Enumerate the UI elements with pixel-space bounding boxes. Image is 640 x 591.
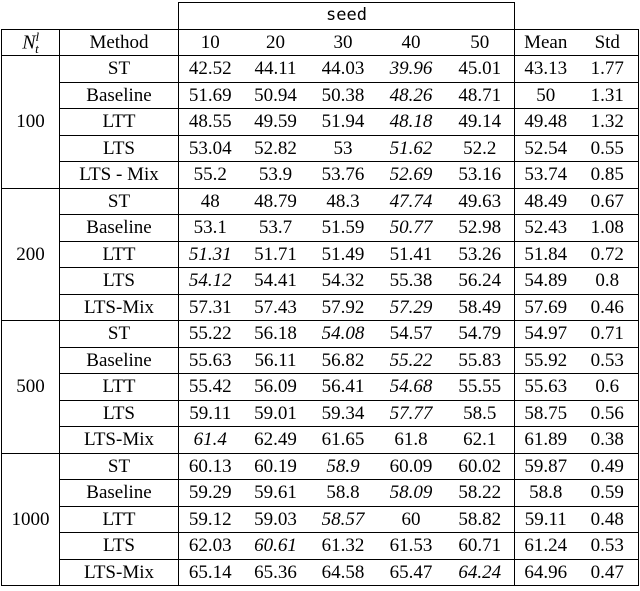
seed-value-cell: 61.53 (377, 533, 446, 560)
seed-value-cell: 57.92 (310, 294, 377, 321)
std-cell: 0.8 (577, 268, 639, 295)
seed-value-cell: 57.29 (377, 294, 446, 321)
table-row (2, 559, 639, 586)
seed-40-header: 40 (377, 29, 446, 56)
seed-value-cell: 58.9 (310, 453, 377, 480)
seed-value-cell: 51.94 (310, 109, 377, 136)
seed-value-cell: 42.52 (179, 56, 242, 83)
seed-value-cell: 55.22 (179, 321, 242, 348)
seed-value-cell: 62.03 (179, 533, 242, 560)
column-header-row (2, 29, 639, 56)
seed-20-header: 20 (242, 29, 310, 56)
seed-50-header: 50 (446, 29, 515, 56)
method-cell: LTT (60, 506, 179, 533)
seed-value-cell: 65.47 (377, 559, 446, 586)
mean-cell: 64.96 (515, 559, 577, 586)
seed-value-cell: 65.14 (179, 559, 242, 586)
mean-cell: 55.92 (515, 347, 577, 374)
method-cell: LTS-Mix (60, 294, 179, 321)
seed-value-cell: 58.82 (446, 506, 515, 533)
mean-cell: 58.8 (515, 480, 577, 507)
seed-value-cell: 55.63 (179, 347, 242, 374)
table-row (2, 427, 639, 454)
std-cell: 0.49 (577, 453, 639, 480)
seed-value-cell: 55.83 (446, 347, 515, 374)
nt-sup: l (35, 28, 40, 44)
seed-value-cell: 52.69 (377, 162, 446, 189)
table-row (2, 294, 639, 321)
seed-value-cell: 60.09 (377, 453, 446, 480)
seed-value-cell: 54.57 (377, 321, 446, 348)
std-cell: 0.71 (577, 321, 639, 348)
seed-value-cell: 61.32 (310, 533, 377, 560)
seed-value-cell: 59.03 (242, 506, 310, 533)
seed-value-cell: 61.65 (310, 427, 377, 454)
seed-value-cell: 39.96 (377, 56, 446, 83)
seed-value-cell: 51.41 (377, 241, 446, 268)
table-row (2, 506, 639, 533)
std-cell: 0.72 (577, 241, 639, 268)
seed-value-cell: 48.18 (377, 109, 446, 136)
std-cell: 0.67 (577, 188, 639, 215)
training-size-cell: 100 (2, 56, 60, 189)
table-row (2, 453, 639, 480)
seed-value-cell: 57.31 (179, 294, 242, 321)
seed-value-cell: 48 (179, 188, 242, 215)
seed-value-cell: 59.11 (179, 400, 242, 427)
method-cell: ST (60, 453, 179, 480)
seed-value-cell: 60.71 (446, 533, 515, 560)
mean-cell: 50 (515, 82, 577, 109)
method-cell: Baseline (60, 215, 179, 242)
table-row (2, 215, 639, 242)
table-row (2, 533, 639, 560)
seed-30-header: 30 (310, 29, 377, 56)
seed-value-cell: 52.98 (446, 215, 515, 242)
method-cell: ST (60, 188, 179, 215)
mean-cell: 61.89 (515, 427, 577, 454)
seed-value-cell: 54.12 (179, 268, 242, 295)
seed-value-cell: 59.12 (179, 506, 242, 533)
seed-value-cell: 51.59 (310, 215, 377, 242)
seed-value-cell: 61.8 (377, 427, 446, 454)
table-row (2, 400, 639, 427)
seed-value-cell: 62.49 (242, 427, 310, 454)
method-cell: Baseline (60, 347, 179, 374)
std-cell: 0.38 (577, 427, 639, 454)
seed-value-cell: 51.49 (310, 241, 377, 268)
seed-value-cell: 56.18 (242, 321, 310, 348)
mean-cell: 49.48 (515, 109, 577, 136)
seed-value-cell: 53.26 (446, 241, 515, 268)
method-cell: LTS (60, 533, 179, 560)
std-cell: 0.48 (577, 506, 639, 533)
method-cell: Baseline (60, 480, 179, 507)
seed-value-cell: 56.24 (446, 268, 515, 295)
method-cell: LTS - Mix (60, 162, 179, 189)
mean-cell: 52.43 (515, 215, 577, 242)
seed-value-cell: 53.9 (242, 162, 310, 189)
std-cell: 0.6 (577, 374, 639, 401)
seed-value-cell: 54.08 (310, 321, 377, 348)
seed-value-cell: 48.26 (377, 82, 446, 109)
seed-value-cell: 56.82 (310, 347, 377, 374)
std-cell: 0.85 (577, 162, 639, 189)
mean-cell: 54.89 (515, 268, 577, 295)
seed-value-cell: 61.4 (179, 427, 242, 454)
seed-value-cell: 52.82 (242, 135, 310, 162)
seed-value-cell: 58.8 (310, 480, 377, 507)
seed-value-cell: 58.22 (446, 480, 515, 507)
mean-cell: 61.24 (515, 533, 577, 560)
seed-value-cell: 44.03 (310, 56, 377, 83)
std-header: Std (577, 29, 639, 56)
seed-value-cell: 50.38 (310, 82, 377, 109)
std-cell: 0.59 (577, 480, 639, 507)
seed-value-cell: 45.01 (446, 56, 515, 83)
seed-value-cell: 59.61 (242, 480, 310, 507)
method-cell: LTT (60, 109, 179, 136)
seed-value-cell: 50.77 (377, 215, 446, 242)
seed-value-cell: 51.62 (377, 135, 446, 162)
seed-value-cell: 62.1 (446, 427, 515, 454)
seed-value-cell: 60 (377, 506, 446, 533)
seed-value-cell: 58.57 (310, 506, 377, 533)
seed-value-cell: 54.79 (446, 321, 515, 348)
table-row (2, 480, 639, 507)
seed-header-row (2, 3, 639, 30)
seed-value-cell: 59.34 (310, 400, 377, 427)
mean-cell: 48.49 (515, 188, 577, 215)
mean-header: Mean (515, 29, 577, 56)
method-cell: ST (60, 56, 179, 83)
seed-value-cell: 48.55 (179, 109, 242, 136)
method-cell: LTS (60, 135, 179, 162)
std-cell: 0.46 (577, 294, 639, 321)
seed-value-cell: 53.76 (310, 162, 377, 189)
seed-value-cell: 53 (310, 135, 377, 162)
table-row (2, 374, 639, 401)
mean-cell: 57.69 (515, 294, 577, 321)
seed-value-cell: 53.7 (242, 215, 310, 242)
table-row (2, 162, 639, 189)
seed-value-cell: 55.2 (179, 162, 242, 189)
seed-value-cell: 50.94 (242, 82, 310, 109)
seed-value-cell: 51.31 (179, 241, 242, 268)
seed-value-cell: 60.61 (242, 533, 310, 560)
std-cell: 0.55 (577, 135, 639, 162)
table-row (2, 135, 639, 162)
seed-value-cell: 60.02 (446, 453, 515, 480)
mean-cell: 51.84 (515, 241, 577, 268)
seed-value-cell: 59.01 (242, 400, 310, 427)
seed-value-cell: 56.41 (310, 374, 377, 401)
method-cell: Baseline (60, 82, 179, 109)
seed-value-cell: 54.68 (377, 374, 446, 401)
mean-cell: 52.54 (515, 135, 577, 162)
std-cell: 1.32 (577, 109, 639, 136)
seed-value-cell: 53.16 (446, 162, 515, 189)
seed-value-cell: 56.11 (242, 347, 310, 374)
seed-value-cell: 55.22 (377, 347, 446, 374)
seed-value-cell: 54.41 (242, 268, 310, 295)
seed-value-cell: 49.63 (446, 188, 515, 215)
method-cell: ST (60, 321, 179, 348)
table-row (2, 82, 639, 109)
method-cell: LTT (60, 241, 179, 268)
seed-value-cell: 58.5 (446, 400, 515, 427)
seed-value-cell: 55.42 (179, 374, 242, 401)
table-row (2, 56, 639, 83)
seed-value-cell: 48.79 (242, 188, 310, 215)
std-cell: 0.47 (577, 559, 639, 586)
mean-cell: 59.87 (515, 453, 577, 480)
seed-value-cell: 58.09 (377, 480, 446, 507)
seed-value-cell: 64.58 (310, 559, 377, 586)
seed-value-cell: 55.38 (377, 268, 446, 295)
seed-value-cell: 48.71 (446, 82, 515, 109)
seed-value-cell: 47.74 (377, 188, 446, 215)
mean-cell: 55.63 (515, 374, 577, 401)
seed-value-cell: 57.77 (377, 400, 446, 427)
seed-value-cell: 60.19 (242, 453, 310, 480)
std-cell: 1.77 (577, 56, 639, 83)
mean-cell: 59.11 (515, 506, 577, 533)
table-row (2, 268, 639, 295)
method-header: Method (60, 29, 179, 56)
mean-cell: 53.74 (515, 162, 577, 189)
seed-value-cell: 58.49 (446, 294, 515, 321)
mean-cell: 43.13 (515, 56, 577, 83)
seed-value-cell: 51.71 (242, 241, 310, 268)
std-cell: 0.56 (577, 400, 639, 427)
seed-value-cell: 49.14 (446, 109, 515, 136)
seed-value-cell: 54.32 (310, 268, 377, 295)
seed-value-cell: 64.24 (446, 559, 515, 586)
nt-sub: t (35, 41, 39, 57)
std-cell: 0.53 (577, 533, 639, 560)
seed-header: seed (179, 3, 515, 30)
std-cell: 1.31 (577, 82, 639, 109)
seed-value-cell: 57.43 (242, 294, 310, 321)
method-cell: LTT (60, 374, 179, 401)
method-cell: LTS-Mix (60, 559, 179, 586)
table-row (2, 347, 639, 374)
nt-base: N (22, 31, 36, 54)
seed-value-cell: 49.59 (242, 109, 310, 136)
training-size-cell: 200 (2, 188, 60, 321)
seed-value-cell: 59.29 (179, 480, 242, 507)
seed-value-cell: 52.2 (446, 135, 515, 162)
table-row (2, 241, 639, 268)
mean-cell: 54.97 (515, 321, 577, 348)
method-cell: LTS (60, 268, 179, 295)
training-size-cell: 500 (2, 321, 60, 454)
nt-header (2, 29, 60, 56)
results-table (1, 2, 639, 586)
method-cell: LTS (60, 400, 179, 427)
method-cell: LTS-Mix (60, 427, 179, 454)
seed-value-cell: 44.11 (242, 56, 310, 83)
seed-value-cell: 51.69 (179, 82, 242, 109)
std-cell: 0.53 (577, 347, 639, 374)
seed-value-cell: 53.1 (179, 215, 242, 242)
std-cell: 1.08 (577, 215, 639, 242)
training-size-cell: 1000 (2, 453, 60, 586)
table-row (2, 321, 639, 348)
table-row (2, 188, 639, 215)
seed-value-cell: 48.3 (310, 188, 377, 215)
seed-10-header: 10 (179, 29, 242, 56)
table-row (2, 109, 639, 136)
seed-value-cell: 65.36 (242, 559, 310, 586)
mean-cell: 58.75 (515, 400, 577, 427)
seed-value-cell: 60.13 (179, 453, 242, 480)
seed-value-cell: 55.55 (446, 374, 515, 401)
seed-value-cell: 53.04 (179, 135, 242, 162)
seed-value-cell: 56.09 (242, 374, 310, 401)
